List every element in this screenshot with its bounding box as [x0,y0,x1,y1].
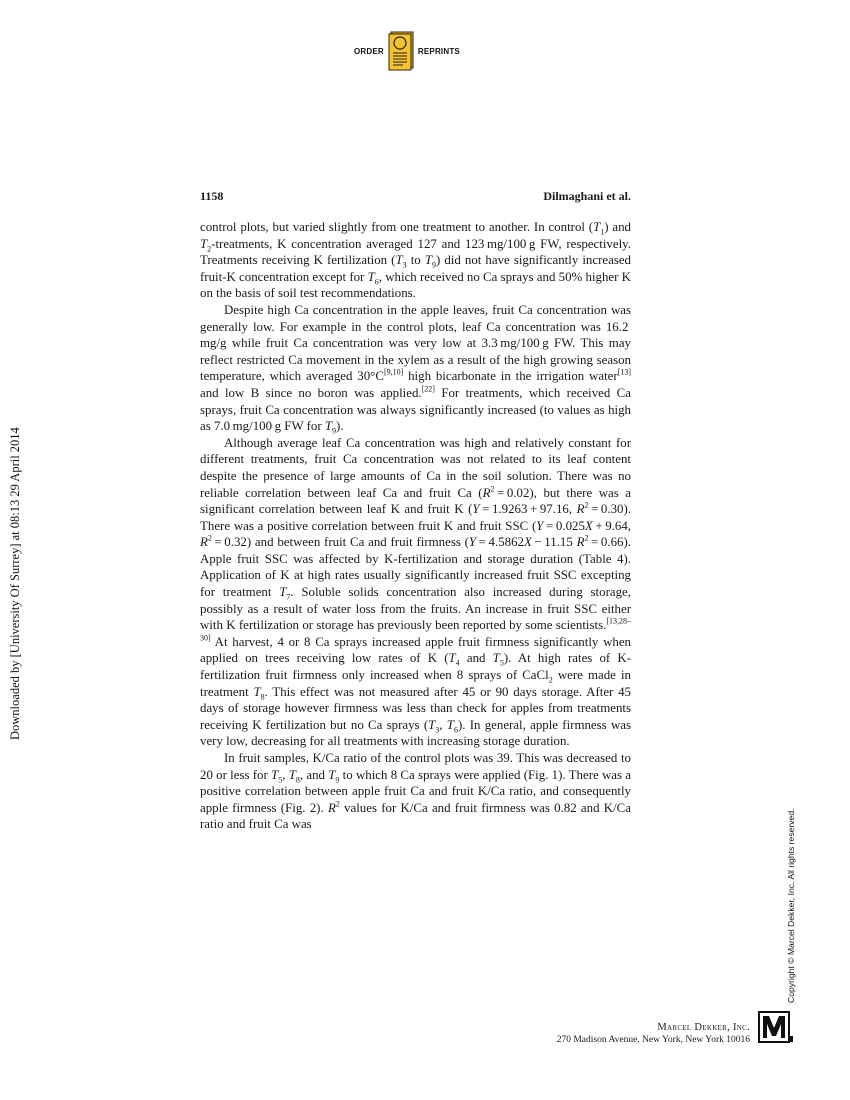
paragraph-1: control plots, but varied slightly from one treatment to another. In control $(T_1)$ and $T_2$-treatments, K concentration averaged 127 and 123 mg/100 g FW, respectively. Treatments receiving K fertilization ($T_3$ to $T_9$) did not have significantly increased fruit-K concentration except for $T_6$, which received no Ca sprays and 50% higher K on the basis of soil test recommendations. [200,220,632,301]
marcel-dekker-logo-icon [757,1010,797,1044]
publisher-footer [520,1022,750,1046]
publisher-address: 270 Madison Avenue, New York, New York 10016 [556,1035,750,1045]
paragraph-2: Despite high Ca concentration in the apple leaves, fruit Ca concentration was generally low. For example in the control plots, leaf Ca concentration was 16.2 mg/g while fruit Ca concentration was very low at 3.3 mg/100 g FW. This may reflect restricted Ca movement in the xylem as a result of the high growing season temperature, which averaged 30°C[9,10] high bicarbonate in the irrigation water[13] and low B since no boron was applied.[22] For treatments, which received Ca sprays, fruit Ca concentration was always significantly increased (to values as high as 7.0 mg/100 g FW for $T_9$). [200,302,631,436]
publisher-name: Marcel Dekker, Inc. [657,1022,750,1033]
order-link[interactable]: ORDER [354,46,384,56]
running-head [200,189,631,204]
running-head-authors: Dilmaghani et al. [543,189,631,203]
page-number: 1158 [200,189,224,203]
paragraph-3: Although average leaf Ca concentration was high and relatively constant for different treatments, fruit Ca concentration was not related to its leaf content despite the presence of large amounts of Ca in the soil solution. There was no reliable correlation between leaf Ca and fruit Ca $(R^2 = 0.02)$, but there was a significant correlation between leaf K and fruit K (Y = 1.9263 + 97.16, $R^2 = 0.30$). There was a positive correlation between fruit K and fruit SSC (Y = 0.025X + 9.64, $R^2 = 0.32$) and between fruit Ca and fruit firmness (Y = 4.5862X − 11.15 $R^2 = 0.66$). Apple fruit SSC was affected by K-fertilization and storage duration (Table 4). Application of K at high rates usually significantly increased fruit SSC excepting for treatment $T_7$. Soluble solids concentration also increased during storage, possibly as a result of water loss from the fruits. An increase in fruit SSC either with K fertilization or storage has previously been reported by some scientists.[13,28–30] At harvest, 4 or 8 Ca sprays increased apple fruit firmness significantly when applied on trees receiving low rates of K ($T_4$ and $T_5$). At high rates of K-fertilization fruit firmness only increased when 8 sprays of CaCl$_2$ were made in treatment $T_8$. This effect was not measured after 45 or 90 days storage. After 45 days of storage however firmness was less than check for apples from treatments receiving K fertilization but no Ca sprays ($T_3$, $T_6$). In general, apple firmness was very low, decreasing for all treatments with increasing storage duration. [200,435,631,749]
reprints-link[interactable]: REPRINTS [417,46,460,56]
order-reprints-banner[interactable] [354,30,460,72]
copyright-notice: Copyright © Marcel Dekker, Inc. All rights reserved. [786,808,796,1003]
body-text [200,219,631,833]
download-notice: Downloaded by [University Of Surrey] at 08:13 29 April 2014 [8,427,22,740]
reprint-document-icon[interactable] [386,31,416,71]
paragraph-4: In fruit samples, K/Ca ratio of the control plots was 39. This was decreased to 20 or less for $T_5$, $T_8$, and $T_9$ to which 8 Ca sprays were applied (Fig. 1). There was a positive correlation between apple fruit Ca and fruit K/Ca ratio, and consequently apple firmness (Fig. 2). $R^2$ values for K/Ca and fruit firmness was 0.82 and K/Ca ratio and fruit Ca was [200,751,632,832]
